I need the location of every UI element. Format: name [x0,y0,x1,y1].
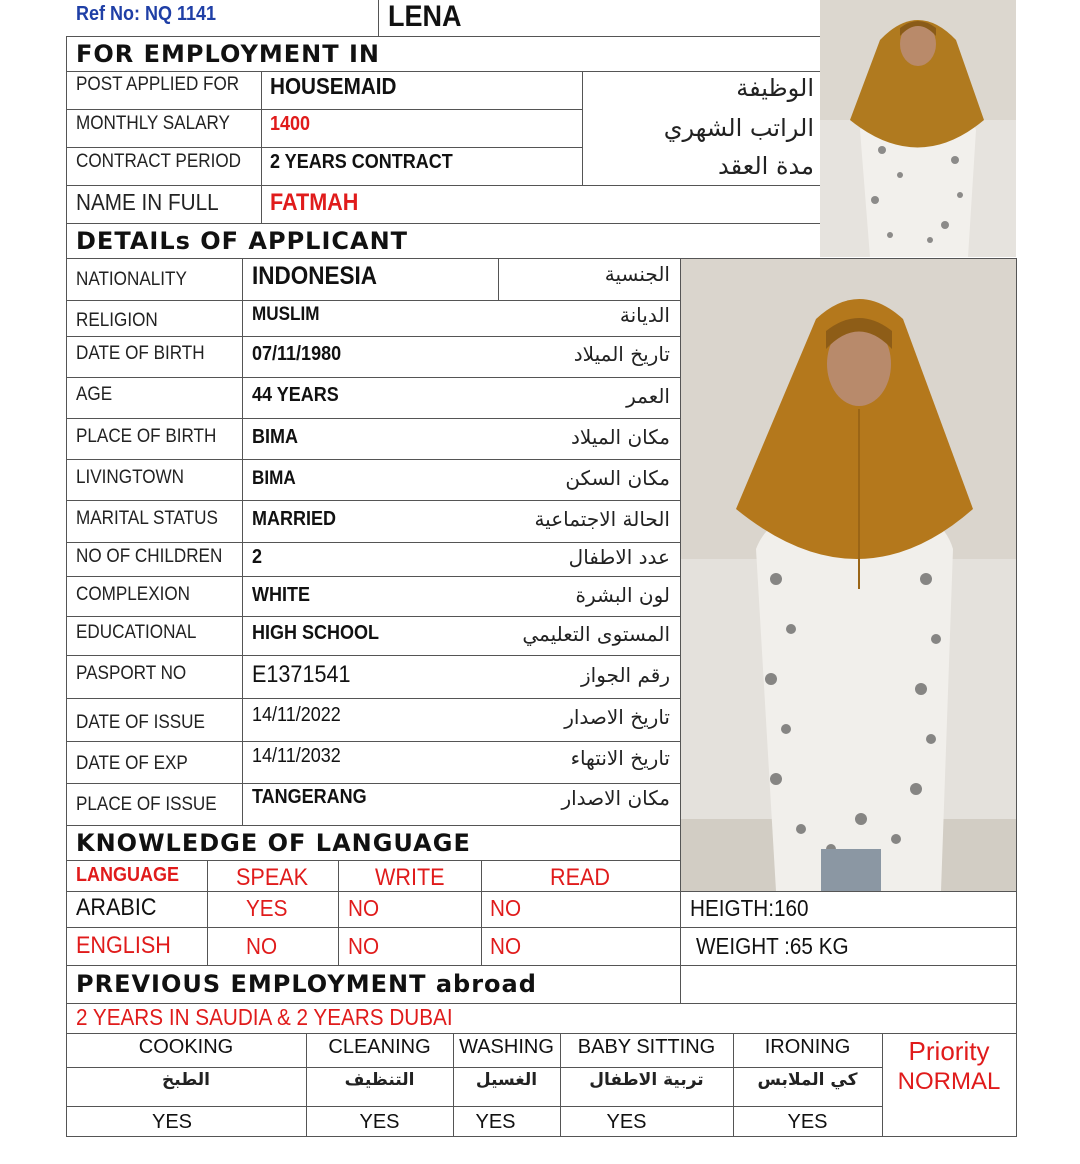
skill-ironing-value: YES [787,1111,828,1133]
skill-cooking-value: YES [151,1111,193,1133]
issue-date-value: 14/11/2022 [252,704,341,726]
skill-ironing-en: IRONING [764,1036,851,1058]
religion-value: MUSLIM [252,304,320,325]
birthplace-arabic: مكان الميلاد [571,425,670,449]
children-label: NO OF CHILDREN [76,546,223,567]
employment-title: FOR EMPLOYMENT IN [76,40,380,68]
complexion-arabic: لون البشرة [575,583,670,607]
skill-cooking-en: COOKING [138,1036,234,1058]
post-applied-arabic: الوظيفة [736,74,814,102]
skill-cleaning-ar: التنظيف [344,1070,415,1090]
applicant-photo-large [681,259,1016,891]
candidate-code: LENA [388,0,462,33]
skill-babysitting-en: BABY SITTING [577,1036,716,1058]
priority-value: NORMAL [897,1068,1001,1095]
lang-arabic-speak: YES [246,895,288,921]
exp-date-arabic: تاريخ الانتهاء [570,746,670,770]
skill-ironing-ar: كي الملابس [757,1070,858,1090]
issue-date-label: DATE OF ISSUE [76,712,205,733]
salary-arabic: الراتب الشهري [663,114,814,142]
previous-title: PREVIOUS EMPLOYMENT abroad [76,970,537,998]
post-applied-value: HOUSEMAID [270,73,397,99]
birthplace-value: BIMA [252,426,298,448]
religion-arabic: الديانة [619,303,670,327]
children-arabic: عدد الاطفال [568,545,670,569]
issue-date-arabic: تاريخ الاصدار [564,705,670,729]
livingtown-label: LIVINGTOWN [76,467,184,488]
passport-label: PASPORT NO [76,663,187,684]
lang-header-write: WRITE [375,864,445,891]
previous-detail: 2 YEARS IN SAUDIA & 2 YEARS DUBAI [76,1004,453,1030]
exp-date-label: DATE OF EXP [76,753,188,774]
skill-washing-ar: الغسيل [475,1070,538,1090]
details-title: DETAILs OF APPLICANT [76,227,409,255]
lang-header-language: LANGUAGE [76,864,180,886]
salary-label: MONTHLY SALARY [76,113,230,134]
birthplace-label: PLACE OF BIRTH [76,426,217,447]
salary-value: 1400 [270,113,311,135]
skill-cooking-ar: الطبخ [162,1070,210,1090]
lang-arabic-read: NO [490,895,522,921]
header-divider [378,0,379,36]
lang-header-speak: SPEAK [236,864,309,891]
education-arabic: المستوى التعليمي [522,622,670,646]
applicant-photo-small [820,0,1016,257]
marital-value: MARRIED [252,508,337,530]
skill-babysitting-ar: تربية الاطفال [589,1070,704,1090]
lang-arabic-name: ARABIC [76,894,157,921]
priority-label: Priority [908,1036,990,1066]
children-value: 2 [252,546,263,568]
marital-arabic: الحالة الاجتماعية [534,507,670,531]
age-label: AGE [76,384,113,405]
skill-cleaning-value: YES [359,1111,400,1133]
marital-label: MARITAL STATUS [76,508,218,529]
nationality-value: INDONESIA [252,262,378,290]
lang-header-read: READ [550,864,611,891]
lang-english-name: ENGLISH [76,932,171,959]
full-name-value: FATMAH [270,189,359,216]
religion-label: RELIGION [76,310,158,331]
livingtown-value: BIMA [252,468,296,489]
lang-english-read: NO [490,933,522,959]
language-title: KNOWLEDGE OF LANGUAGE [76,829,471,857]
skill-cleaning-en: CLEANING [328,1036,431,1058]
age-arabic: العمر [626,384,670,408]
dob-value: 07/11/1980 [252,343,342,365]
height-value: HEIGTH:160 [690,895,809,921]
skill-washing-value: YES [475,1111,516,1133]
post-applied-label: POST APPLIED FOR [76,74,240,95]
lang-arabic-write: NO [348,895,380,921]
skill-babysitting-value: YES [606,1111,647,1133]
passport-value: E1371541 [252,661,351,688]
issue-place-label: PLACE OF ISSUE [76,794,217,815]
dob-label: DATE OF BIRTH [76,343,205,364]
dob-arabic: تاريخ الميلاد [573,342,670,366]
issue-place-value: TANGERANG [252,786,367,808]
contract-value: 2 YEARS CONTRACT [270,151,453,173]
exp-date-value: 14/11/2032 [252,745,341,767]
complexion-value: WHITE [252,584,310,606]
complexion-label: COMPLEXION [76,584,191,605]
livingtown-arabic: مكان السكن [565,466,670,490]
lang-english-speak: NO [246,933,278,959]
weight-value: WEIGHT :65 KG [696,933,849,959]
contract-label: CONTRACT PERIOD [76,151,242,172]
lang-english-write: NO [348,933,380,959]
contract-arabic: مدة العقد [718,152,814,180]
skill-washing-en: WASHING [459,1036,554,1058]
ref-number: Ref No: NQ 1141 [76,3,217,25]
nationality-arabic: الجنسية [604,262,670,286]
education-value: HIGH SCHOOL [252,622,380,644]
full-name-label: NAME IN FULL [76,189,219,215]
education-label: EDUCATIONAL [76,622,197,643]
issue-place-arabic: مكان الاصدار [561,786,670,810]
nationality-label: NATIONALITY [76,269,187,290]
age-value: 44 YEARS [252,384,339,406]
passport-arabic: رقم الجواز [581,663,670,687]
